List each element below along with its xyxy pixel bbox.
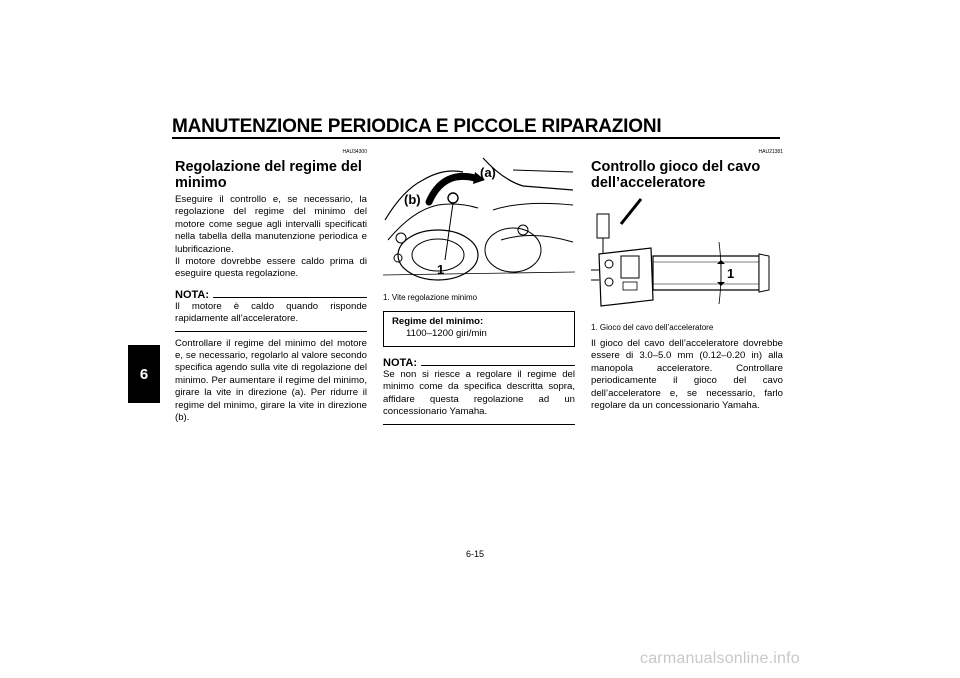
direction-a-label: (a)	[480, 165, 496, 180]
section-title: Controllo gioco del cavo dell’acceleratore	[591, 159, 761, 191]
page-number: 6-15	[466, 549, 485, 559]
note-text: Il motore è caldo quando risponde rapidamente all’acceleratore.	[175, 300, 367, 325]
note-rule	[213, 297, 367, 298]
callout-1: 1	[727, 266, 735, 281]
paragraph: Il gioco del cavo dell’acceleratore dovrebbe essere di 3.0–5.0 mm (0.12–0.20 in) alla manopola acceleratore. Controllare periodicamente il gioco del cavo dell’acceleratore e, se necessario, farlo regolare da un concessionario Yamaha.	[591, 338, 783, 412]
paragraph: Il motore dovrebbe essere caldo prima di eseguire questa regolazione.	[175, 256, 367, 280]
paragraph: Eseguire il controllo e, se necessario, la regolazione del regime del minimo del motore come segue agli intervalli specificati nella tabella della manutenzione periodica e lubrificazione.	[175, 194, 367, 255]
note-label: NOTA:	[383, 357, 418, 369]
throttle-grip-figure	[591, 194, 783, 314]
note-header	[175, 289, 367, 301]
note-rule	[421, 365, 575, 366]
chapter-tab: 6	[128, 345, 160, 403]
figure-caption: 1. Gioco del cavo dell’acceleratore	[591, 323, 714, 332]
note-text: Se non si riesce a regolare il regime del minimo come da specifica descritta sopra, affidare questa regolazione ad un concessionario Yamaha.	[383, 369, 575, 418]
note-label: NOTA:	[175, 288, 210, 301]
spec-label: Regime del minimo:	[392, 316, 484, 327]
section-code: HAU21381	[758, 149, 783, 155]
page-header-title: MANUTENZIONE PERIODICA E PICCOLE RIPARAZIONI	[172, 116, 662, 137]
spec-value: 1100–1200 giri/min	[406, 328, 487, 339]
paragraph: Controllare il regime del minimo del motore e, se necessario, regolarlo al valore secondo specifica agendo sulla vite di regolazione del minimo. Per aumentare il regime del minimo, girare la vite in direzione (a). Per ridurre il regime del minimo, girare la vite in direzione (b).	[175, 337, 367, 424]
note-header	[383, 357, 575, 369]
callout-1: 1	[437, 262, 445, 277]
figure-caption: 1. Vite regolazione minimo	[383, 293, 478, 302]
note-end-rule	[175, 331, 367, 332]
idle-speed-section	[175, 149, 367, 425]
idle-screw-figure	[383, 150, 575, 282]
direction-b-label: (b)	[404, 192, 421, 207]
section-title: Regolazione del regime del minimo	[175, 159, 362, 191]
header-rule	[172, 137, 780, 139]
throttle-cable-section	[591, 149, 783, 412]
watermark: carmanualsonline.info	[640, 650, 800, 667]
idle-figure-section	[383, 150, 575, 431]
note-end-rule	[383, 424, 575, 425]
spec-box	[383, 311, 575, 347]
section-code: HAU34300	[342, 149, 367, 155]
